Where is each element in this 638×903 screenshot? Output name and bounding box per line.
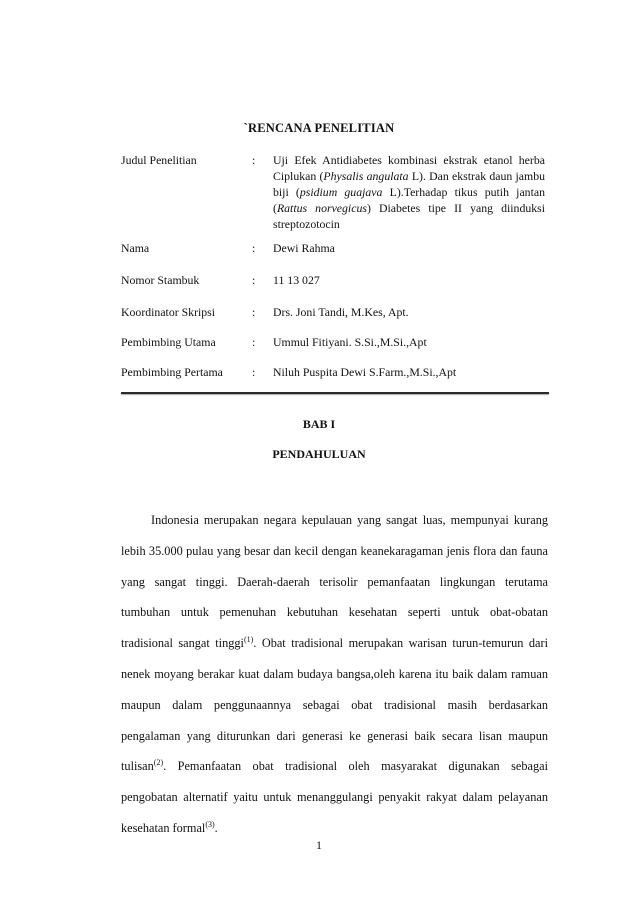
meta-value-judul [273,152,545,232]
paragraph-text-3: . Pemanfaatan obat tradisional oleh masyarakat digunakan sebagai pengobatan alternatif yaitu untuk menanggulangi penyakit rakyat dalam pelayanan kesehatan formal [121,759,548,835]
judul-text-1: Uji Efek Antidiabetes kombinasi ekstrak etanol herba Ciplukan ( [273,153,545,183]
meta-label-pembimbing-utama: Pembimbing Utama [121,335,216,349]
meta-label-nama: Nama [121,241,150,255]
document-title: `RENCANA PENELITIAN [243,121,395,135]
citation-ref-3: (3) [205,819,215,829]
chapter-heading: PENDAHULUAN [272,447,366,461]
meta-value-stambuk: 11 13 027 [273,273,320,287]
meta-colon: : [252,305,256,319]
meta-value-koordinator: Drs. Joni Tandi, M.Kes, Apt. [273,305,409,319]
meta-value-nama: Dewi Rahma [273,241,335,255]
judul-species-2: psidium guajava [299,185,383,199]
meta-colon: : [252,335,256,349]
meta-colon: : [252,365,256,379]
meta-value-pembimbing-pertama: Niluh Puspita Dewi S.Farm.,M.Si.,Apt [273,365,457,379]
meta-colon: : [252,241,256,255]
meta-colon: : [252,153,256,167]
judul-species-3: Rattus norvegicus [276,201,367,215]
meta-value-pembimbing-utama: Ummul Fitiyani. S.Si.,M.Si.,Apt [273,335,427,349]
horizontal-divider [121,392,549,394]
meta-label-pembimbing-pertama: Pembimbing Pertama [121,365,223,379]
judul-species-1: Physalis angulata [323,169,409,183]
paragraph-text-4: . [214,820,218,835]
judul-text-2: L). Dan ekstrak daun jambu biji ( [273,169,546,199]
judul-text-4: ) Diabetes tipe II yang diinduksi streptozotocin [273,201,546,231]
paragraph-text-2: . Obat tradisional merupakan warisan turun-temurun dari nenek moyang berakar kuat dalam budaya bangsa,oleh karena itu baik dalam ramuan maupun dalam penggunaannya sebagai obat tradisional masih berdasarkan pengalaman yang diturunkan dari generasi ke generasi baik secara lisan maupun tulisan [121,636,548,774]
meta-label-judul: Judul Penelitian [121,153,197,167]
meta-colon: : [252,273,256,287]
meta-label-koordinator: Koordinator Skripsi [121,305,216,319]
meta-label-stambuk: Nomor Stambuk [121,273,200,287]
judul-text-3: L).Terhadap tikus putih jantan ( [273,185,545,215]
page-number: 1 [316,838,322,852]
paragraph-text-1: Indonesia merupakan negara kepulauan yang sangat luas, mempunyai kurang lebih 35.000 pulau yang besar dan kecil dengan keanekaragaman jenis flora dan fauna yang sangat tinggi. Daerah-daerah terisolir pemanfaatan lingkungan terutama tumbuhan untuk pemenuhan kebutuhan kesehatan seperti untuk obat-obatan tradisional sangat tinggi [121,513,548,651]
chapter-number: BAB I [302,417,336,431]
body-paragraph [121,505,548,844]
citation-ref-1: (1) [243,635,254,645]
citation-ref-2: (2) [153,758,164,768]
